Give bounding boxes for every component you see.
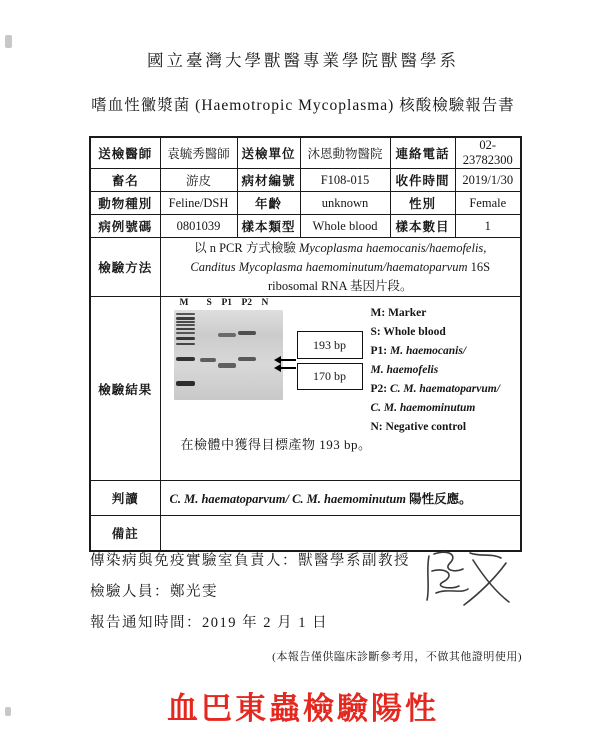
gel-electrophoresis-image <box>174 310 283 400</box>
method-tail: ribosomal RNA 基因片段。 <box>268 278 413 293</box>
table-row <box>90 137 521 169</box>
report-table <box>89 136 522 552</box>
label-sample-count: 樣本數目 <box>390 215 455 238</box>
signature-handwriting <box>420 544 520 610</box>
label-contact-phone: 連絡電話 <box>390 137 455 169</box>
gel-band <box>176 357 195 361</box>
gel-band-p1-upper <box>218 333 236 337</box>
legend-line: P2: C. M. haematoparvum/ <box>370 383 500 395</box>
test-result-cell <box>160 297 521 481</box>
lab-head-line: 傳染病與免疫實驗室負責人：獸醫學系副教授 <box>90 553 410 569</box>
label-specimen-id: 病材編號 <box>237 169 300 192</box>
inspector-line: 檢驗人員：鄭光雯 <box>90 584 218 600</box>
report-date-line: 報告通知時間：2019 年 2 月 1 日 <box>90 615 329 631</box>
page-subtitle: 嗜血性黴漿菌 (Haemotropic Mycoplasma) 核酸檢驗報告書 <box>91 97 515 114</box>
label-case-number: 病例號碼 <box>90 215 160 238</box>
lane-label-p1: P1 <box>221 298 233 308</box>
interpretation-result: 陽性反應。 <box>406 492 472 506</box>
gel-band <box>176 337 195 340</box>
gel-lane-labels <box>174 298 294 310</box>
lane-label-n: N <box>261 298 269 308</box>
band-size-box-193: 193 bp <box>297 331 363 359</box>
table-row <box>90 192 521 215</box>
legend-line: C. M. haemominutum <box>370 402 476 414</box>
gel-band-p1-lower <box>218 363 236 368</box>
arrow-170bp <box>281 367 296 369</box>
value-sending-clinic: 沐恩動物醫院 <box>300 137 390 169</box>
lane-label-p2: P2 <box>241 298 253 308</box>
gel-band <box>176 317 195 320</box>
table-row <box>90 297 521 481</box>
legend-line: S: Whole blood <box>370 326 446 338</box>
footer-block <box>90 553 410 646</box>
lane-label-s: S <box>206 298 212 308</box>
gel-legend <box>371 304 500 437</box>
gel-band <box>176 381 195 386</box>
page-title: 國立臺灣大學獸醫專業學院獸醫學系 <box>147 51 459 70</box>
interpretation-species: C. M. haematoparvum/ C. M. haemominutum <box>169 492 407 506</box>
gel-band <box>176 343 195 346</box>
gel-band <box>176 324 195 326</box>
value-sex: Female <box>455 192 521 215</box>
value-sample-count: 1 <box>455 215 521 238</box>
legend-line: M: Marker <box>370 307 427 319</box>
value-specimen-id: F108-015 <box>300 169 390 192</box>
value-case-number: 0801039 <box>160 215 237 238</box>
value-sample-type: Whole blood <box>300 215 390 238</box>
method-species-1: Mycoplasma haemocanis/haemofelis, <box>298 240 487 255</box>
value-species: Feline/DSH <box>160 192 237 215</box>
gel-band <box>176 321 195 323</box>
table-row <box>90 238 521 297</box>
value-received-time: 2019/1/30 <box>455 169 521 192</box>
label-test-method: 檢驗方法 <box>90 238 160 297</box>
legend-line: N: Negative control <box>370 421 467 433</box>
gel-band-s <box>200 358 216 362</box>
label-sex: 性別 <box>390 192 455 215</box>
label-sending-vet: 送檢醫師 <box>90 137 160 169</box>
method-gene: 16S <box>467 259 491 274</box>
result-conclusion: 在檢體中獲得目標產物 193 bp。 <box>180 437 372 452</box>
positive-stamp: 血巴東蟲檢驗陽性 <box>167 691 439 726</box>
legend-line: P1: M. haemocanis/ <box>370 345 467 357</box>
label-pet-name: 畜名 <box>90 169 160 192</box>
label-test-result: 檢驗結果 <box>90 297 160 481</box>
method-line <box>161 258 521 277</box>
value-age: unknown <box>300 192 390 215</box>
method-line <box>161 277 521 296</box>
gel-band <box>176 328 195 331</box>
label-age: 年齡 <box>237 192 300 215</box>
method-species-2: Canditus Mycoplasma haemominutum/haematoparvum <box>190 259 468 274</box>
gel-band-p2-lower <box>238 357 256 361</box>
gel-band-p2-upper <box>238 331 256 335</box>
label-species: 動物種別 <box>90 192 160 215</box>
disclaimer-note: (本報告僅供臨床診斷參考用，不做其他證明使用) <box>272 651 522 663</box>
legend-line: M. haemofelis <box>370 364 439 376</box>
test-method-text <box>160 238 521 297</box>
label-received-time: 收件時間 <box>390 169 455 192</box>
gel-band <box>176 313 195 315</box>
method-line <box>161 239 521 258</box>
label-interpretation: 判讀 <box>90 481 160 516</box>
band-size-box-170: 170 bp <box>297 363 363 390</box>
label-remarks: 備註 <box>90 516 160 552</box>
lane-label-m: M <box>179 298 189 308</box>
table-row <box>90 215 521 238</box>
table-row <box>90 169 521 192</box>
value-pet-name: 游皮 <box>160 169 237 192</box>
value-sending-vet: 袁毓秀醫師 <box>160 137 237 169</box>
interpretation-text <box>160 481 521 516</box>
value-contact-phone: 02-23782300 <box>455 137 521 169</box>
method-intro: 以 n PCR 方式檢驗 <box>194 240 299 255</box>
table-row <box>90 481 521 516</box>
arrow-193bp <box>281 359 296 361</box>
gel-band <box>176 332 195 334</box>
label-sending-clinic: 送檢單位 <box>237 137 300 169</box>
label-sample-type: 樣本類型 <box>237 215 300 238</box>
